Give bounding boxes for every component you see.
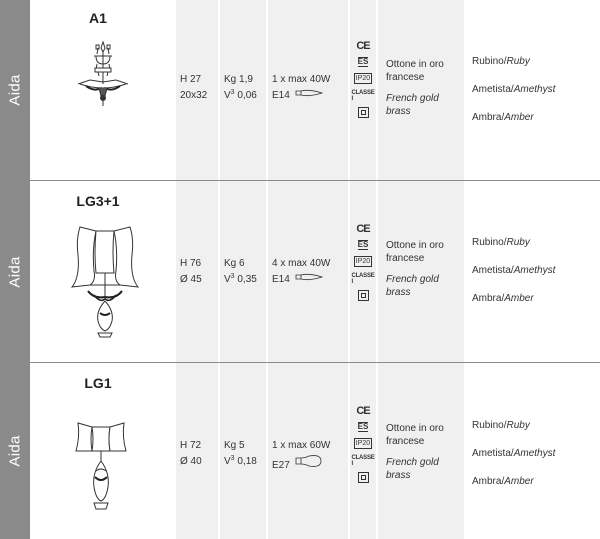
weight-volume: Kg 5 $V^3$ 0,18 xyxy=(224,440,257,467)
weight-volume: Kg 1,9 $V^3$ 0,06 xyxy=(224,74,257,101)
ip20-icon: IP20 xyxy=(355,75,371,82)
finish-item: Ametista/Amethyst xyxy=(472,84,556,95)
candle-bulb-icon xyxy=(295,88,323,98)
finish-list xyxy=(472,55,555,139)
family-label: Aida xyxy=(6,74,24,106)
certification-icons xyxy=(352,221,374,301)
family-label: Aida xyxy=(6,255,24,288)
ce-mark-icon: CE xyxy=(356,223,370,235)
finish-item: Rubino/Ruby xyxy=(472,237,530,248)
es-mark-icon: ES xyxy=(357,57,369,66)
bulb-spec: 1 x max 60W E27 xyxy=(272,440,331,471)
finish-item: Ambra/Amber xyxy=(472,293,534,304)
candle-bulb-icon xyxy=(295,272,323,282)
finish-item: Ametista/Amethyst xyxy=(472,265,556,276)
dimensions: H 27 20x32 xyxy=(180,74,208,101)
double-insulation-icon xyxy=(358,472,369,483)
dimensions: H 72 Ø 40 xyxy=(180,440,202,467)
ce-mark-icon: CE xyxy=(356,405,370,417)
product-row-lg1 xyxy=(0,363,600,539)
product-row-a1 xyxy=(0,0,600,180)
bulb-spec: 4 x max 40W E14 xyxy=(272,258,331,285)
ip20-icon: IP20 xyxy=(355,258,371,265)
table-lamp-illustration xyxy=(74,421,128,515)
class-label: CLASSE I xyxy=(351,455,375,467)
es-mark-icon: ES xyxy=(357,422,369,431)
family-sidebar xyxy=(0,181,30,362)
finish-item: Ametista/Amethyst xyxy=(472,448,556,459)
finish-list xyxy=(472,236,555,320)
globe-bulb-icon xyxy=(295,454,323,468)
certification-icons xyxy=(352,38,374,118)
family-sidebar xyxy=(0,0,30,180)
finish-item: Ambra/Amber xyxy=(472,112,534,123)
bulb-spec: 1 x max 40W E14 xyxy=(272,74,331,101)
family-sidebar xyxy=(0,363,30,539)
ip20-icon: IP20 xyxy=(355,440,371,447)
es-mark-icon: ES xyxy=(357,240,369,249)
finish-item: Rubino/Ruby xyxy=(472,56,530,67)
product-row-lg3-1 xyxy=(0,181,600,362)
family-label: Aida xyxy=(6,435,24,467)
material: Ottone in oro francese French gold brass xyxy=(386,59,444,117)
finish-item: Rubino/Ruby xyxy=(472,420,530,431)
dimensions: H 76 Ø 45 xyxy=(180,258,202,285)
material: Ottone in oro francese French gold brass xyxy=(386,240,444,298)
finish-item: Ambra/Amber xyxy=(472,476,534,487)
table-lamp-illustration xyxy=(70,225,140,339)
double-insulation-icon xyxy=(358,290,369,301)
product-code: LG3+1 xyxy=(76,193,120,209)
weight-volume: Kg 6 $V^3$ 0,35 xyxy=(224,258,257,285)
certification-icons xyxy=(352,403,374,483)
ce-mark-icon: CE xyxy=(356,40,370,52)
product-code: LG1 xyxy=(84,375,112,391)
product-code: A1 xyxy=(89,10,107,26)
finish-list xyxy=(472,419,555,503)
material: Ottone in oro francese French gold brass xyxy=(386,423,444,481)
chandelier-illustration xyxy=(72,40,134,122)
class-label: CLASSE I xyxy=(351,90,375,102)
class-label: CLASSE I xyxy=(351,273,375,285)
double-insulation-icon xyxy=(358,107,369,118)
